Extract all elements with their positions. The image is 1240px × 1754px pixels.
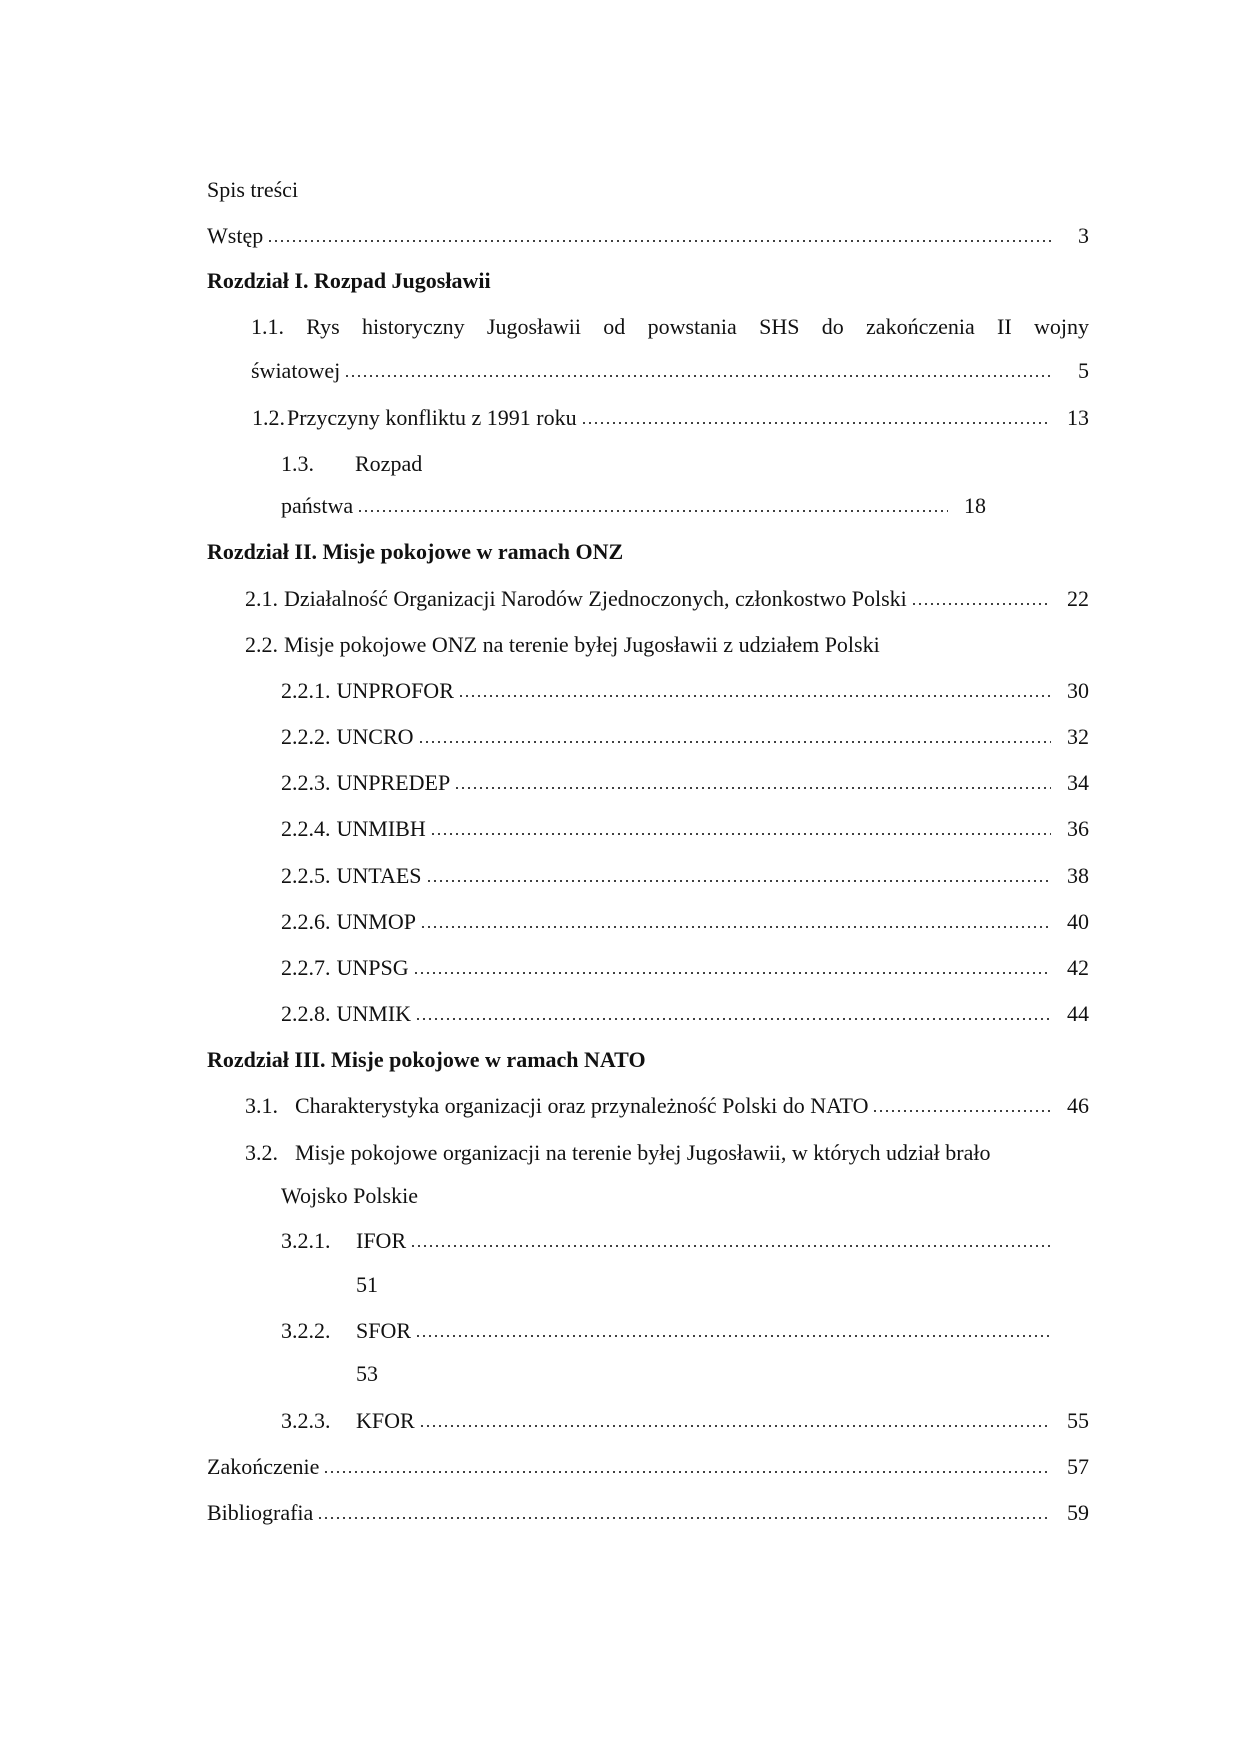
entry-page: 59 bbox=[1067, 1500, 1089, 1525]
toc-entry-bibliografia[interactable] bbox=[207, 1499, 1089, 1527]
toc-title bbox=[207, 176, 298, 204]
entry-label-text: Rys historyczny Jugosławii od powstania SHS do zakończenia II wojny bbox=[306, 314, 1089, 339]
toc-title-text: Spis treści bbox=[207, 177, 299, 202]
entry-label: Działalność Organizacji Narodów Zjednoczonych, członkostwo Polski bbox=[284, 586, 907, 611]
entry-number: 1.3. bbox=[281, 451, 314, 476]
toc-entry-3-2-3[interactable] bbox=[281, 1407, 1089, 1435]
entry-label: państwa bbox=[281, 493, 354, 518]
dot-leader bbox=[323, 1470, 1051, 1474]
entry-page: 3 bbox=[1078, 223, 1089, 248]
entry-label: UNCRO bbox=[336, 724, 414, 749]
toc-entry-3-2-1[interactable] bbox=[281, 1227, 1050, 1255]
toc-entry-2-2-8[interactable] bbox=[281, 1000, 1089, 1028]
toc-entry-2-2-6[interactable] bbox=[281, 908, 1089, 936]
entry-number: 1.1. bbox=[251, 314, 284, 339]
entry-label: UNPREDEP bbox=[336, 770, 451, 795]
dot-leader bbox=[317, 1516, 1051, 1520]
entry-number: 2.2.5. bbox=[281, 863, 331, 888]
chapter-label: Rozdział II. Misje pokojowe w ramach ONZ bbox=[207, 539, 624, 564]
toc-entry-1-2[interactable] bbox=[252, 404, 1089, 432]
entry-number: 3.2. bbox=[245, 1140, 278, 1165]
entry-label: światowej bbox=[251, 358, 341, 383]
entry-number: 2.2.4. bbox=[281, 816, 331, 841]
toc-entry-3-2-1-page[interactable] bbox=[356, 1271, 378, 1299]
toc-entry-2-2-4[interactable] bbox=[281, 815, 1089, 843]
entry-page: 30 bbox=[1067, 678, 1089, 703]
dot-leader bbox=[415, 1017, 1051, 1021]
dot-leader bbox=[458, 694, 1051, 698]
entry-page: 34 bbox=[1067, 770, 1089, 795]
entry-label: Wojsko Polskie bbox=[281, 1183, 418, 1208]
entry-label: Zakończenie bbox=[207, 1454, 320, 1479]
toc-entry-1-1-line2[interactable] bbox=[251, 357, 1089, 385]
dot-leader bbox=[872, 1109, 1051, 1113]
entry-number: 2.2. bbox=[245, 632, 278, 657]
chapter-heading-1[interactable] bbox=[207, 267, 491, 295]
entry-number: 2.2.2. bbox=[281, 724, 331, 749]
entry-label: Bibliografia bbox=[207, 1500, 314, 1525]
toc-entry-zakonczenie[interactable] bbox=[207, 1453, 1089, 1481]
entry-page: 36 bbox=[1067, 816, 1089, 841]
entry-number: 3.2.2. bbox=[281, 1318, 331, 1343]
chapter-label: Rozdział I. Rozpad Jugosławii bbox=[207, 268, 491, 293]
dot-leader bbox=[267, 239, 1051, 243]
entry-page: 18 bbox=[964, 493, 986, 518]
toc-entry-3-2-line1[interactable] bbox=[245, 1139, 1089, 1167]
entry-label: Misje pokojowe organizacji na terenie byłej Jugosławii, w których udział brało bbox=[295, 1140, 991, 1165]
toc-entry-2-2-5[interactable] bbox=[281, 862, 1089, 890]
entry-label: IFOR bbox=[356, 1228, 407, 1253]
entry-page: 40 bbox=[1067, 909, 1089, 934]
entry-number: 2.2.1. bbox=[281, 678, 331, 703]
dot-leader bbox=[420, 925, 1051, 929]
entry-page: 44 bbox=[1067, 1001, 1089, 1026]
chapter-heading-3[interactable] bbox=[207, 1046, 646, 1074]
entry-number: 2.1. bbox=[245, 586, 278, 611]
entry-label: UNMOP bbox=[336, 909, 416, 934]
dot-leader bbox=[419, 1424, 1051, 1428]
entry-number: 2.2.7. bbox=[281, 955, 331, 980]
entry-label bbox=[251, 313, 1089, 341]
entry-page: 53 bbox=[356, 1361, 378, 1386]
entry-page: 51 bbox=[356, 1272, 378, 1297]
dot-leader bbox=[581, 421, 1051, 425]
entry-number: 2.2.3. bbox=[281, 770, 331, 795]
dot-leader bbox=[413, 971, 1051, 975]
toc-entry-1-1-line1[interactable] bbox=[251, 313, 1089, 341]
toc-entry-2-2-7[interactable] bbox=[281, 954, 1089, 982]
entry-label: Rozpad bbox=[355, 451, 423, 476]
entry-number: 2.2.6. bbox=[281, 909, 331, 934]
toc-entry-3-1[interactable] bbox=[245, 1092, 1089, 1120]
dot-leader bbox=[454, 786, 1051, 790]
toc-entry-3-2-2[interactable] bbox=[281, 1317, 1050, 1345]
toc-entry-2-1[interactable] bbox=[245, 585, 1089, 613]
dot-leader bbox=[357, 509, 948, 513]
toc-entry-1-3-line2[interactable] bbox=[281, 492, 986, 520]
entry-label: Misje pokojowe ONZ na terenie byłej Jugosławii z udziałem Polski bbox=[284, 632, 880, 657]
entry-page: 57 bbox=[1067, 1454, 1089, 1479]
dot-leader bbox=[344, 374, 1051, 378]
chapter-label: Rozdział III. Misje pokojowe w ramach NATO bbox=[207, 1047, 646, 1072]
entry-label: Wstęp bbox=[207, 223, 264, 248]
dot-leader bbox=[410, 1244, 1050, 1248]
toc-entry-wstep[interactable] bbox=[207, 222, 1089, 250]
dot-leader bbox=[418, 740, 1051, 744]
entry-number: 3.2.1. bbox=[281, 1228, 331, 1253]
entry-label: Przyczyny konfliktu z 1991 roku bbox=[287, 405, 577, 430]
toc-entry-3-2-2-page[interactable] bbox=[356, 1360, 378, 1388]
dot-leader bbox=[426, 879, 1051, 883]
entry-number: 2.2.8. bbox=[281, 1001, 331, 1026]
chapter-heading-2[interactable] bbox=[207, 538, 623, 566]
toc-entry-3-2-line2[interactable] bbox=[281, 1182, 418, 1210]
entry-page: 46 bbox=[1067, 1093, 1089, 1118]
entry-label: UNPROFOR bbox=[336, 678, 454, 703]
entry-number: 3.2.3. bbox=[281, 1408, 331, 1433]
entry-page: 32 bbox=[1067, 724, 1089, 749]
entry-page: 13 bbox=[1067, 405, 1089, 430]
toc-entry-2-2-3[interactable] bbox=[281, 769, 1089, 797]
entry-page: 22 bbox=[1067, 586, 1089, 611]
entry-number: 1.2. bbox=[252, 405, 285, 430]
entry-page: 5 bbox=[1078, 358, 1089, 383]
entry-label: UNMIK bbox=[336, 1001, 412, 1026]
entry-label: Charakterystyka organizacji oraz przynależność Polski do NATO bbox=[295, 1093, 869, 1118]
toc-entry-2-2[interactable] bbox=[245, 631, 880, 659]
dot-leader bbox=[415, 1334, 1050, 1338]
entry-label: UNPSG bbox=[336, 955, 409, 980]
entry-page: 55 bbox=[1067, 1408, 1089, 1433]
dot-leader bbox=[911, 602, 1051, 606]
entry-label: UNMIBH bbox=[336, 816, 426, 841]
entry-label: KFOR bbox=[356, 1408, 415, 1433]
toc-entry-1-3-line1[interactable] bbox=[281, 450, 422, 478]
entry-number: 3.1. bbox=[245, 1093, 278, 1118]
entry-page: 38 bbox=[1067, 863, 1089, 888]
dot-leader bbox=[430, 832, 1051, 836]
entry-page: 42 bbox=[1067, 955, 1089, 980]
toc-entry-2-2-2[interactable] bbox=[281, 723, 1089, 751]
toc-entry-2-2-1[interactable] bbox=[281, 677, 1089, 705]
entry-label: SFOR bbox=[356, 1318, 412, 1343]
entry-label: UNTAES bbox=[336, 863, 422, 888]
